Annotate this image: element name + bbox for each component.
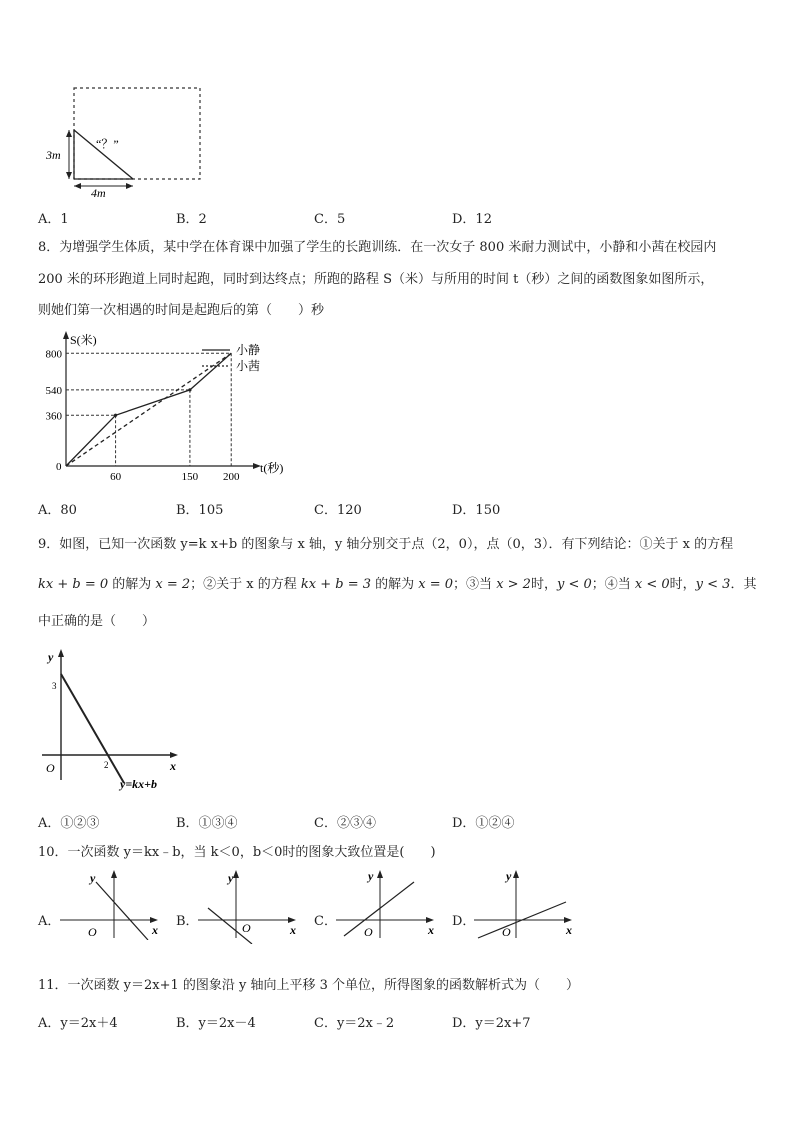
q7-option-c[interactable]: C．5 (314, 212, 346, 227)
series-point (114, 414, 117, 417)
x-label: x (152, 923, 158, 937)
q11-stem: 11．一次函数 y＝2x+1 的图象沿 y 轴向上平移 3 个单位，所得图象的函数解析式为（ ） (38, 978, 580, 993)
q10-option-b[interactable]: B． (176, 914, 199, 929)
graph-line (344, 882, 414, 936)
q9-option-b[interactable]: B．①③④ (176, 816, 238, 831)
q11-option-d[interactable]: D．y＝2x+7 (452, 1016, 531, 1031)
legend-label-2: 小茜 (236, 359, 261, 373)
x-axis-label: t(秒) (260, 461, 284, 475)
q8-stem-line2: 200 米的环形跑道上同时起跑，同时到达终点；所跑的路程 S（米）与所用的时间 t（秒）之间的函数图象如图所示， (38, 272, 714, 287)
q10-stem: 10．一次函数 y＝kx﹣b，当 k＜0，b＜0时的图象大致位置是( ) (38, 845, 436, 860)
q10-graph-b[interactable] (196, 868, 308, 944)
y-label: y (506, 869, 512, 883)
q10-graph-a[interactable] (58, 868, 170, 940)
x-tick-label: 200 (222, 471, 240, 483)
x-label: x (290, 923, 296, 937)
q8-option-c[interactable]: C．120 (314, 503, 362, 518)
dashed-rectangle (74, 88, 200, 179)
chart-q8 (34, 328, 294, 488)
x-tick-label: 60 (110, 471, 122, 483)
q11-option-a[interactable]: A．y＝2x＋4 (38, 1016, 118, 1031)
q10-option-c[interactable]: C． (314, 914, 337, 929)
q7-option-a[interactable]: A．1 (38, 212, 69, 227)
q9-stem-line2: kx + b = 0 的解为 x = 2；②关于 x 的方程 kx + b = 3 的解为 x = 0；③当 x > 2时，y < 0；④当 x < 0时，y < 3．其 (38, 577, 757, 592)
y-tick-label: 360 (45, 410, 62, 423)
figure-q7-rectangle (40, 80, 210, 200)
figure-q9-graph (34, 645, 194, 795)
q10-option-a[interactable]: A． (38, 914, 61, 929)
y-axis-arrow (63, 331, 69, 339)
q8-option-b[interactable]: B．105 (176, 503, 224, 518)
function-line (61, 674, 124, 783)
q11-option-b[interactable]: B．y＝2x－4 (176, 1016, 256, 1031)
y-label: y (48, 650, 54, 664)
q9-option-d[interactable]: D．①②④ (452, 816, 515, 831)
q8-stem-line3: 则她们第一次相遇的时间是起跑后的第（ ）秒 (38, 303, 325, 318)
series-line-2 (66, 353, 231, 466)
y-tick-label: 540 (45, 384, 62, 397)
label-4m: 4m (91, 186, 106, 200)
origin-label: O (46, 761, 55, 775)
origin-label: O (88, 925, 97, 939)
origin-label: O (502, 925, 511, 939)
x-tick-label: 150 (181, 471, 199, 483)
legend-label-1: 小静 (236, 343, 261, 357)
graph-line (96, 882, 148, 940)
label-3m: 3m (46, 148, 61, 162)
q8-stem-line1: 8．为增强学生体质，某中学在体育课中加强了学生的长跑训练．在一次女子 800 米耐力测试中，小静和小茜在校园内 (38, 240, 717, 255)
origin-label: O (364, 925, 373, 939)
series-point (188, 388, 191, 391)
y-label: y (368, 869, 374, 883)
x-label: x (566, 923, 572, 937)
q7-option-b[interactable]: B．2 (176, 212, 207, 227)
x-label: x (170, 759, 176, 773)
x-label: x (428, 923, 434, 937)
q10-graph-c[interactable] (334, 868, 446, 940)
y-tick-label: 800 (45, 348, 62, 361)
function-label: y=kx+b (120, 777, 158, 791)
tick-3: 3 (52, 681, 57, 691)
q11-option-c[interactable]: C．y＝2x﹣2 (314, 1016, 395, 1031)
q8-option-d[interactable]: D．150 (452, 503, 501, 518)
y-label: y (90, 871, 96, 885)
tick-2: 2 (104, 760, 109, 770)
origin-label: O (242, 921, 251, 935)
q9-option-c[interactable]: C．②③④ (314, 816, 376, 831)
q9-option-a[interactable]: A．①②③ (38, 816, 100, 831)
q9-stem-line1: 9．如图，已知一次函数 y=k x+b 的图象与 x 轴，y 轴分别交于点（2，0），点（0，3）．有下列结论：①关于 x 的方程 (38, 537, 734, 552)
eq-1: kx + b = 0 (38, 577, 109, 592)
y-label: y (228, 871, 234, 885)
q10-option-d[interactable]: D． (452, 914, 476, 929)
q7-option-d[interactable]: D．12 (452, 212, 492, 227)
label-question: “？” (96, 137, 119, 151)
q9-stem-line3: 中正确的是（ ） (38, 614, 156, 629)
origin-label: 0 (56, 461, 62, 473)
q8-option-a[interactable]: A．80 (38, 503, 77, 518)
q10-graph-d[interactable] (472, 868, 584, 940)
y-axis-label: S(米) (70, 333, 97, 347)
